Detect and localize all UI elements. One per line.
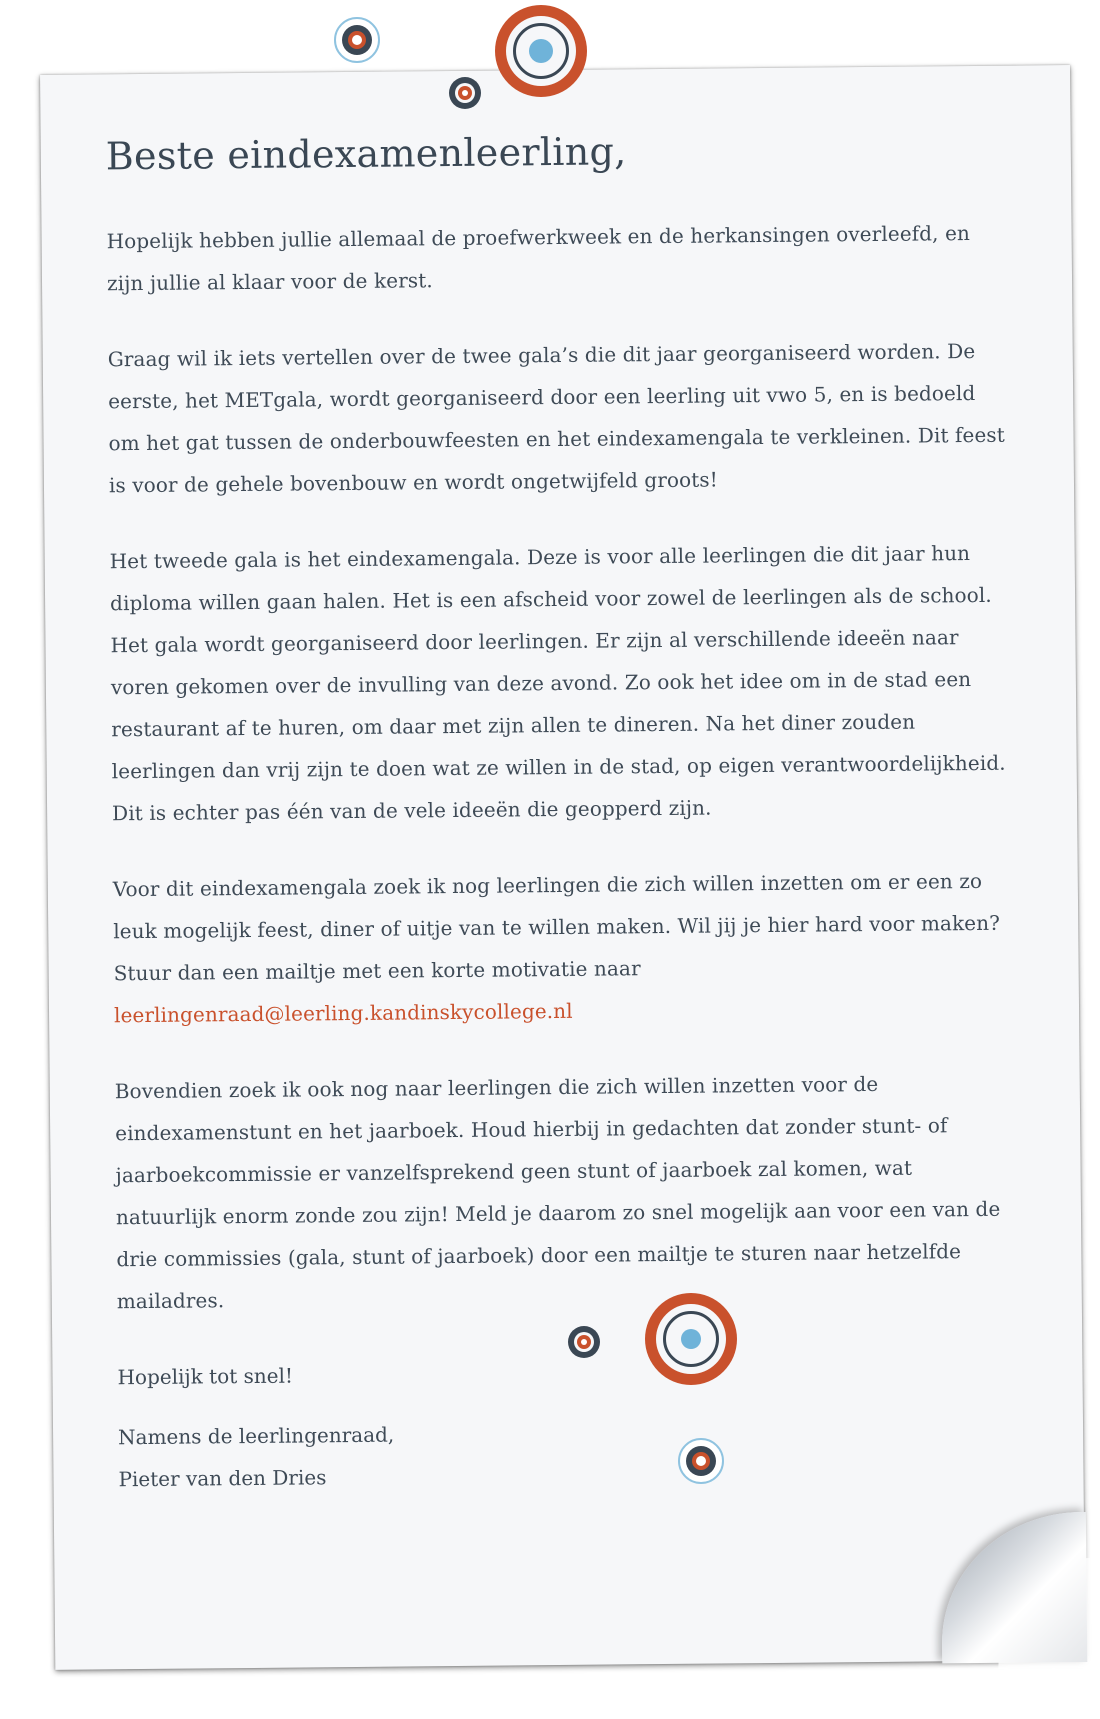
paragraph-eindexamengala: Het tweede gala is het eindexamengala. Deze is voor alle leerlingen die dit jaar hun diploma willen gaan halen. Het is een afscheid voor zowel de leerlingen als de school. Het gala wordt georganiseerd door leerlingen. Er zijn al verschillende ideeën naar voren gekomen over de invulling van deze avond. Zo ook het idee om in de stad een restaurant af te huren, om daar met zijn allen te dineren. Na het diner zouden leerlingen dan vrij zijn te doen wat ze willen in de stad, op eigen verantwoordelijkheid. Dit is echter pas één van de vele ideeën die geopperd zijn. <box>109 541 1006 826</box>
target-large-top-icon <box>495 5 587 97</box>
signoff: Namens de leerlingenraad, <box>117 1422 395 1450</box>
target-large-bottom-icon <box>645 1293 737 1385</box>
target-small-bottom-icon <box>568 1326 600 1358</box>
paragraph-intro: Hopelijk hebben jullie allemaal de proefwerkweek en de herkansingen overleefd, en zijn jullie al klaar voor de kerst. <box>106 221 971 296</box>
paragraph-committees: Bovendien zoek ik ook nog naar leerlingen die zich willen inzetten voor de eindexamenstunt en het jaarboek. Houd hierbij in gedachten dat zonder stunt- of jaarboekcommissie er vanzelfsprekend geen stunt of jaarboek zal komen, wat natuurlijk enorm zonde zou zijn! Meld je daarom zo snel mogelijk aan voor een van de drie commissies (gala, stunt of jaarboek) door een mailtje te sturen naar hetzelfde mailadres. <box>114 1071 1001 1314</box>
target-small-top-left-icon <box>334 17 380 63</box>
target-tiny-top-icon <box>449 77 481 109</box>
target-small-bottom-right-icon <box>678 1438 724 1484</box>
signature: Pieter van den Dries <box>118 1465 327 1492</box>
paragraph-call-to-action <box>113 860 1015 1037</box>
letter-greeting: Beste eindexamenleerling, <box>105 129 627 179</box>
page-curl-icon <box>941 1512 1087 1663</box>
letter-body <box>106 126 1019 1501</box>
closing-line: Hopelijk tot snel! <box>117 1363 294 1390</box>
call-to-action-text: Voor dit eindexamengala zoek ik nog leerlingen die zich willen inzetten om er een zo leuk mogelijk feest, diner of uitje van te willen maken. Wil jij je hier hard voor maken? Stuur dan een mailtje met een korte motivatie naar <box>112 868 1001 986</box>
email-link[interactable]: leerlingenraad@leerling.kandinskycollege.nl <box>113 998 573 1028</box>
paragraph-galas: Graag wil ik iets vertellen over de twee gala’s die dit jaar georganiseerd worden. De eerste, het METgala, wordt georganiseerd door een leerling uit vwo 5, en is bedoeld om het gat tussen de onderbouwfeesten en het eindexamengala te verkleinen. Dit feest is voor de gehele bovenbouw en wordt ongetwijfeld groots! <box>107 338 1005 498</box>
letter-paper <box>40 65 1085 1670</box>
